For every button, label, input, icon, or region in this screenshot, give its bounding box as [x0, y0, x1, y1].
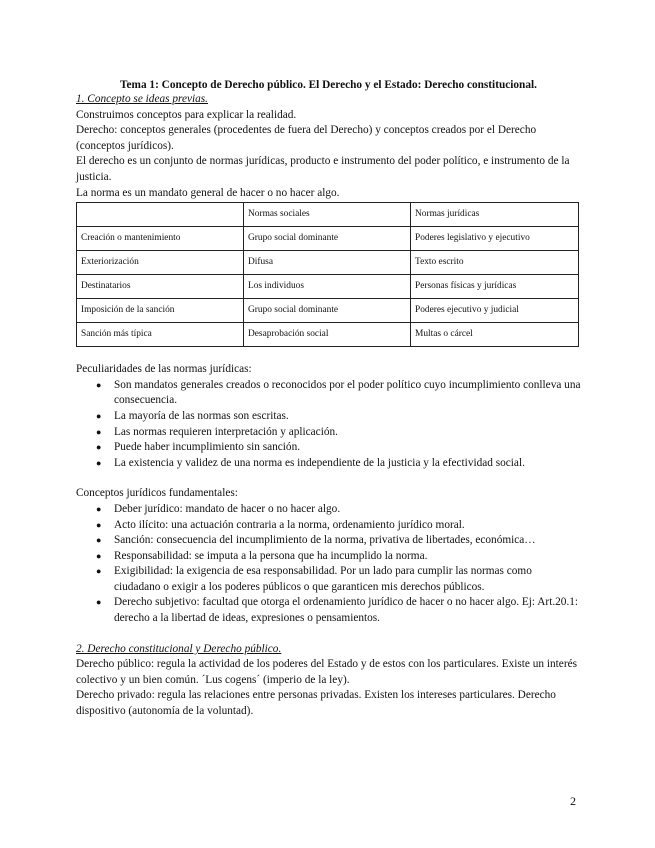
- table-cell: Texto escrito: [411, 251, 579, 275]
- list-item: ● Son mandatos generales creados o reconocidos por el poder político cuyo incumplimiento conlleva una consecuencia.: [96, 378, 581, 407]
- list-item: ● Derecho subjetivo: facultad que otorga el ordenamiento jurídico de hacer o no hacer algo. Ej: Art.20.1: derecho a la libertad de ideas, expresiones o pensamientos.: [96, 596, 579, 625]
- list-item: ● La existencia y validez de una norma es independiente de la justicia y la efectividad social.: [114, 456, 581, 472]
- table-cell: Poderes legislativo y ejecutivo: [411, 227, 579, 251]
- table-row: [77, 299, 579, 323]
- table-cell: [77, 203, 244, 227]
- bullet-icon: ●: [96, 519, 102, 530]
- table-row: [77, 323, 579, 347]
- page-number: 2: [570, 794, 576, 808]
- table-cell: Sanción más típica: [77, 323, 244, 347]
- table-cell: Normas jurídicas: [411, 203, 579, 227]
- bullet-icon: ●: [96, 535, 102, 546]
- table-cell: Destinatarios: [77, 275, 244, 299]
- table-row: [77, 227, 579, 251]
- bullet-icon: ●: [96, 597, 102, 608]
- bullet-icon: ●: [96, 426, 102, 437]
- table-cell: Grupo social dominante: [244, 299, 411, 323]
- spacer: [76, 347, 581, 362]
- list-item: ● Sanción: consecuencia del incumplimiento de la norma, privativa de libertades, económica…: [114, 533, 581, 549]
- document-title: Tema 1: Concepto de Derecho público. El Derecho y el Estado: Derecho constitucional.: [120, 79, 537, 91]
- bullet-icon: ●: [96, 379, 102, 390]
- spacer: [76, 627, 581, 642]
- table-cell: Personas físicas y jurídicas: [411, 275, 579, 299]
- table-cell: Multas o cárcel: [411, 323, 579, 347]
- bullet-icon: ●: [96, 503, 102, 514]
- paragraph: Derecho: conceptos generales (procedentes de fuera del Derecho) y conceptos creados por el Derecho (conceptos jurídicos).: [76, 124, 537, 152]
- table-cell: Imposición de la sanción: [77, 299, 244, 323]
- list-item: ● Exigibilidad: la exigencia de esa responsabilidad. Por un lado para cumplir las normas como ciudadano o exigir a los poderes públicos o que garanticen mis derechos públicos.: [96, 565, 532, 593]
- norms-comparison-table: [76, 202, 579, 347]
- bullet-icon: ●: [96, 550, 102, 561]
- table-row: [77, 251, 579, 275]
- table-cell: Creación o mantenimiento: [77, 227, 244, 251]
- list-item: ● Deber jurídico: mandato de hacer o no hacer algo.: [114, 502, 581, 518]
- list-item: ● Puede haber incumplimiento sin sanción.: [114, 440, 581, 456]
- paragraph: Construimos conceptos para explicar la realidad.: [76, 108, 297, 121]
- table-cell: Exteriorización: [77, 251, 244, 275]
- paragraph: Derecho público: regula la actividad de los poderes del Estado y de estos con los particulares. Existe un interés colectivo y un bien común. ´Lus cogens´ (imperio de la ley).: [76, 658, 577, 686]
- document-content: [76, 78, 581, 720]
- table-cell: Poderes ejecutivo y judicial: [411, 299, 579, 323]
- table-cell: Desaprobación social: [244, 323, 411, 347]
- section-1-heading: 1. Concepto se ideas previas.: [76, 93, 208, 105]
- paragraph: La norma es un mandato general de hacer o no hacer algo.: [76, 186, 340, 199]
- bullet-icon: ●: [96, 410, 102, 421]
- paragraph: Derecho privado: regula las relaciones entre personas privadas. Existen los intereses particulares. Derecho dispositivo (autonomía de la voluntad).: [76, 689, 556, 718]
- list-item: ● Acto ilícito: una actuación contraria a la norma, ordenamiento jurídico moral.: [114, 518, 581, 534]
- list-item: ● Las normas requieren interpretación y aplicación.: [114, 425, 581, 441]
- paragraph: El derecho es un conjunto de normas jurídicas, producto e instrumento del poder político, e instrumento de la justicia.: [76, 155, 570, 183]
- bullet-icon: ●: [96, 457, 102, 468]
- section-2-heading: 2. Derecho constitucional y Derecho público.: [76, 642, 282, 655]
- spacer: [76, 471, 581, 486]
- table-cell: Grupo social dominante: [244, 227, 411, 251]
- list-item: ● Responsabilidad: se imputa a la persona que ha incumplido la norma.: [114, 549, 581, 565]
- bullet-icon: ●: [96, 442, 102, 453]
- list-intro: Conceptos jurídicos fundamentales:: [76, 487, 238, 500]
- conceptos-list: [76, 502, 581, 627]
- list-item: ● La mayoría de las normas son escritas.: [114, 409, 581, 425]
- peculiaridades-list: [76, 378, 581, 472]
- table-cell: Difusa: [244, 251, 411, 275]
- table-cell: Los individuos: [244, 275, 411, 299]
- table-row: [77, 275, 579, 299]
- table-cell: Normas sociales: [244, 203, 411, 227]
- bullet-icon: ●: [96, 566, 102, 577]
- table-header-row: [77, 203, 579, 227]
- list-intro: Peculiaridades de las normas jurídicas:: [76, 363, 252, 376]
